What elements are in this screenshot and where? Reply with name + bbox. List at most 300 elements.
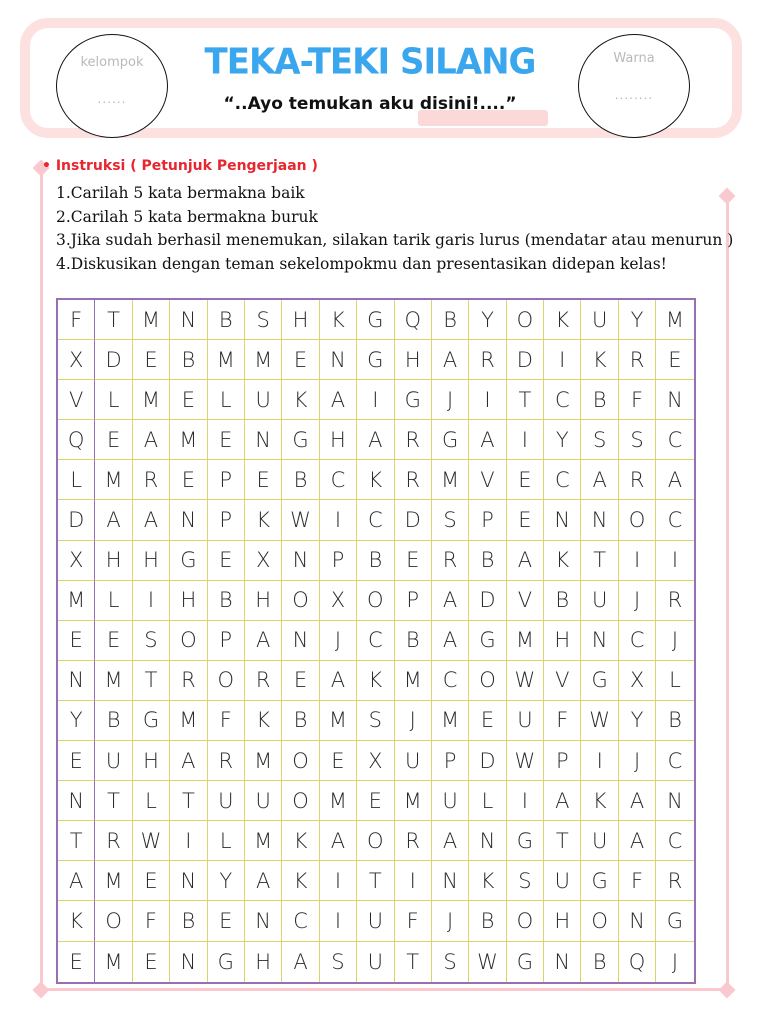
grid-cell[interactable]: C bbox=[656, 741, 693, 781]
grid-cell[interactable]: F bbox=[58, 300, 95, 340]
grid-cell[interactable]: E bbox=[58, 621, 95, 661]
grid-cell[interactable]: N bbox=[581, 500, 618, 540]
grid-cell[interactable]: M bbox=[395, 661, 432, 701]
grid-cell[interactable]: H bbox=[320, 420, 357, 460]
grid-cell[interactable]: L bbox=[95, 581, 132, 621]
grid-cell[interactable]: I bbox=[507, 781, 544, 821]
grid-cell[interactable]: T bbox=[95, 781, 132, 821]
grid-cell[interactable]: M bbox=[95, 460, 132, 500]
grid-cell[interactable]: U bbox=[507, 701, 544, 741]
grid-cell[interactable]: N bbox=[58, 661, 95, 701]
grid-cell[interactable]: N bbox=[544, 942, 581, 982]
grid-cell[interactable]: J bbox=[671, 949, 679, 974]
grid-cell[interactable]: L bbox=[656, 661, 693, 701]
grid-cell[interactable]: U bbox=[581, 300, 618, 340]
grid-cell[interactable]: R bbox=[208, 741, 245, 781]
grid-cell[interactable]: H bbox=[170, 581, 207, 621]
grid-cell[interactable]: N bbox=[245, 420, 282, 460]
grid-cell[interactable]: N bbox=[469, 821, 506, 861]
grid-cell[interactable]: O bbox=[581, 901, 618, 941]
grid-cell[interactable]: V bbox=[58, 380, 95, 420]
grid-cell[interactable]: P bbox=[544, 741, 581, 781]
grid-cell[interactable]: E bbox=[282, 661, 319, 701]
grid-cell[interactable]: V bbox=[507, 581, 544, 621]
grid-cell[interactable]: A bbox=[245, 621, 282, 661]
grid-cell[interactable]: P bbox=[320, 541, 357, 581]
grid-cell[interactable]: Y bbox=[208, 861, 245, 901]
grid-cell[interactable]: A bbox=[432, 581, 469, 621]
grid-cell[interactable]: L bbox=[133, 781, 170, 821]
grid-cell[interactable]: K bbox=[581, 781, 618, 821]
grid-cell[interactable]: C bbox=[619, 621, 656, 661]
grid-cell[interactable]: R bbox=[395, 821, 432, 861]
grid-cell[interactable]: B bbox=[208, 581, 245, 621]
grid-cell[interactable]: E bbox=[95, 621, 132, 661]
grid-cell[interactable]: I bbox=[544, 340, 581, 380]
grid-cell[interactable]: O bbox=[208, 661, 245, 701]
grid-cell[interactable]: E bbox=[208, 541, 245, 581]
grid-cell[interactable]: K bbox=[58, 901, 95, 941]
grid-cell[interactable]: S bbox=[581, 420, 618, 460]
grid-cell[interactable]: W bbox=[133, 821, 170, 861]
grid-cell[interactable]: V bbox=[544, 661, 581, 701]
grid-cell[interactable]: M bbox=[95, 861, 132, 901]
grid-cell[interactable]: G bbox=[208, 942, 245, 982]
grid-cell[interactable]: G bbox=[133, 701, 170, 741]
grid-cell[interactable]: B bbox=[544, 581, 581, 621]
grid-cell[interactable]: E bbox=[170, 380, 207, 420]
grid-cell[interactable]: X bbox=[619, 661, 656, 701]
grid-cell[interactable]: T bbox=[395, 942, 432, 982]
instruction-item: 2.Carilah 5 kata bermakna buruk bbox=[56, 207, 318, 226]
grid-cell[interactable]: Q bbox=[395, 300, 432, 340]
grid-cell[interactable]: G bbox=[507, 821, 544, 861]
grid-cell[interactable]: J bbox=[656, 621, 693, 661]
grid-cell[interactable]: J bbox=[432, 380, 469, 420]
grid-cell[interactable]: N bbox=[432, 861, 469, 901]
grid-cell[interactable]: U bbox=[245, 380, 282, 420]
grid-cell[interactable]: S bbox=[507, 861, 544, 901]
grid-cell[interactable]: G bbox=[656, 901, 693, 941]
grid-cell[interactable]: H bbox=[544, 621, 581, 661]
grid-cell[interactable]: A bbox=[95, 500, 132, 540]
grid-cell[interactable]: E bbox=[245, 460, 282, 500]
grid-cell[interactable]: A bbox=[170, 741, 207, 781]
grid-cell[interactable]: R bbox=[656, 581, 693, 621]
grid-cell[interactable]: K bbox=[282, 821, 319, 861]
grid-cell[interactable]: B bbox=[282, 701, 319, 741]
grid-cell[interactable]: S bbox=[432, 500, 469, 540]
page-subtitle: “..Ayo temukan aku disini!....” bbox=[223, 94, 517, 114]
grid-cell[interactable]: B bbox=[469, 541, 506, 581]
grid-cell[interactable]: J bbox=[395, 701, 432, 741]
grid-cell[interactable]: A bbox=[469, 420, 506, 460]
grid-cell[interactable]: U bbox=[245, 781, 282, 821]
grid-cell[interactable]: N bbox=[282, 621, 319, 661]
grid-cell[interactable]: G bbox=[357, 300, 394, 340]
grid-cell[interactable]: O bbox=[282, 781, 319, 821]
grid-cell[interactable]: G bbox=[395, 380, 432, 420]
grid-cell[interactable]: N bbox=[320, 340, 357, 380]
grid-cell[interactable]: P bbox=[208, 621, 245, 661]
grid-cell[interactable]: H bbox=[395, 340, 432, 380]
grid-cell[interactable]: B bbox=[581, 942, 618, 982]
grid-cell[interactable]: E bbox=[58, 942, 95, 982]
grid-cell[interactable]: I bbox=[320, 901, 357, 941]
grid-cell[interactable]: E bbox=[320, 741, 357, 781]
grid-cell[interactable]: X bbox=[320, 581, 357, 621]
grid-cell[interactable]: S bbox=[619, 420, 656, 460]
grid-cell[interactable]: C bbox=[656, 420, 693, 460]
grid-cell[interactable]: H bbox=[133, 741, 170, 781]
grid-cell[interactable]: R bbox=[469, 340, 506, 380]
grid-cell[interactable]: M bbox=[170, 701, 207, 741]
grid-cell[interactable]: B bbox=[469, 901, 506, 941]
grid-cell[interactable]: N bbox=[581, 621, 618, 661]
grid-cell[interactable]: J bbox=[432, 901, 469, 941]
left-border-line bbox=[40, 170, 43, 990]
grid-cell[interactable]: U bbox=[395, 741, 432, 781]
grid-cell[interactable]: U bbox=[544, 861, 581, 901]
grid-cell[interactable]: N bbox=[245, 901, 282, 941]
grid-cell[interactable]: T bbox=[170, 781, 207, 821]
grid-cell[interactable]: K bbox=[320, 300, 357, 340]
grid-cell[interactable]: H bbox=[544, 901, 581, 941]
grid-cell[interactable]: M bbox=[320, 701, 357, 741]
grid-cell[interactable]: E bbox=[357, 781, 394, 821]
grid-cell[interactable]: B bbox=[656, 701, 693, 741]
page-title: TEKA-TEKI SILANG bbox=[204, 41, 536, 83]
grid-cell[interactable]: T bbox=[133, 661, 170, 701]
grid-cell[interactable]: E bbox=[133, 942, 170, 982]
grid-cell[interactable]: S bbox=[432, 942, 469, 982]
grid-cell[interactable]: M bbox=[507, 621, 544, 661]
grid-cell[interactable]: S bbox=[245, 300, 282, 340]
grid-cell[interactable]: K bbox=[245, 500, 282, 540]
grid-cell[interactable]: A bbox=[656, 460, 693, 500]
grid-cell[interactable]: B bbox=[170, 901, 207, 941]
grid-cell[interactable]: I bbox=[133, 581, 170, 621]
grid-cell[interactable]: F bbox=[208, 701, 245, 741]
grid-cell[interactable]: Y bbox=[619, 701, 656, 741]
grid-cell[interactable]: K bbox=[544, 300, 581, 340]
grid-cell[interactable]: I bbox=[320, 500, 357, 540]
grid-cell[interactable]: I bbox=[320, 861, 357, 901]
grid-cell[interactable]: G bbox=[581, 661, 618, 701]
grid-cell[interactable]: M bbox=[58, 581, 95, 621]
grid-cell[interactable]: P bbox=[395, 581, 432, 621]
grid-cell[interactable]: S bbox=[357, 701, 394, 741]
grid-cell[interactable]: G bbox=[170, 541, 207, 581]
grid-cell[interactable]: U bbox=[432, 781, 469, 821]
grid-cell[interactable]: Q bbox=[58, 420, 95, 460]
grid-cell[interactable]: R bbox=[170, 661, 207, 701]
grid-cell[interactable]: O bbox=[507, 300, 544, 340]
grid-cell[interactable]: M bbox=[245, 821, 282, 861]
grid-cell[interactable]: E bbox=[208, 420, 245, 460]
grid-cell[interactable]: P bbox=[208, 500, 245, 540]
grid-cell[interactable]: T bbox=[581, 541, 618, 581]
grid-cell[interactable]: H bbox=[245, 942, 282, 982]
grid-cell[interactable]: H bbox=[245, 581, 282, 621]
grid-cell[interactable]: I bbox=[469, 380, 506, 420]
grid-cell[interactable]: S bbox=[133, 621, 170, 661]
grid-cell[interactable]: I bbox=[170, 821, 207, 861]
grid-cell[interactable]: M bbox=[432, 460, 469, 500]
grid-cell[interactable]: B bbox=[432, 300, 469, 340]
grid-cell[interactable]: Y bbox=[58, 701, 95, 741]
grid-cell[interactable]: C bbox=[357, 500, 394, 540]
grid-cell[interactable]: O bbox=[357, 581, 394, 621]
grid-cell[interactable]: R bbox=[619, 460, 656, 500]
grid-cell[interactable]: B bbox=[95, 701, 132, 741]
grid-cell[interactable]: G bbox=[507, 942, 544, 982]
grid-cell[interactable]: T bbox=[58, 821, 95, 861]
grid-cell[interactable]: A bbox=[357, 420, 394, 460]
grid-cell[interactable]: K bbox=[581, 340, 618, 380]
group-circle bbox=[56, 34, 168, 138]
grid-cell[interactable]: K bbox=[357, 460, 394, 500]
grid-cell[interactable]: A bbox=[507, 541, 544, 581]
grid-cell[interactable]: W bbox=[469, 942, 506, 982]
grid-cell[interactable]: O bbox=[357, 821, 394, 861]
grid-cell[interactable]: E bbox=[395, 541, 432, 581]
grid-cell[interactable]: G bbox=[581, 861, 618, 901]
grid-cell[interactable]: A bbox=[432, 621, 469, 661]
grid-cell[interactable]: H bbox=[95, 541, 132, 581]
grid-cell[interactable]: B bbox=[282, 460, 319, 500]
grid-cell[interactable]: U bbox=[95, 741, 132, 781]
grid-cell[interactable]: A bbox=[320, 661, 357, 701]
grid-cell[interactable]: K bbox=[544, 541, 581, 581]
grid-cell[interactable]: J bbox=[320, 621, 357, 661]
grid-cell[interactable]: V bbox=[469, 460, 506, 500]
grid-cell[interactable]: L bbox=[469, 781, 506, 821]
grid-cell[interactable]: R bbox=[656, 861, 693, 901]
grid-cell[interactable]: B bbox=[170, 340, 207, 380]
word-search-grid bbox=[56, 298, 696, 984]
grid-cell[interactable]: F bbox=[619, 861, 656, 901]
grid-cell[interactable]: N bbox=[656, 781, 693, 821]
grid-cell[interactable]: M bbox=[133, 300, 170, 340]
grid-cell[interactable]: R bbox=[133, 460, 170, 500]
grid-cell[interactable]: C bbox=[656, 500, 693, 540]
grid-cell[interactable]: E bbox=[507, 460, 544, 500]
grid-cell[interactable]: U bbox=[357, 942, 394, 982]
grid-cell[interactable]: T bbox=[357, 861, 394, 901]
grid-cell[interactable]: O bbox=[282, 581, 319, 621]
grid-cell[interactable]: S bbox=[320, 942, 357, 982]
grid-cell[interactable]: J bbox=[619, 581, 656, 621]
grid-cell[interactable]: I bbox=[656, 541, 693, 581]
grid-cell[interactable]: O bbox=[619, 500, 656, 540]
grid-cell[interactable]: C bbox=[432, 661, 469, 701]
grid-cell[interactable]: P bbox=[208, 460, 245, 500]
grid-cell[interactable]: O bbox=[282, 741, 319, 781]
grid-cell[interactable]: C bbox=[320, 460, 357, 500]
grid-cell[interactable]: H bbox=[282, 300, 319, 340]
grid-cell[interactable]: U bbox=[581, 581, 618, 621]
grid-cell[interactable]: L bbox=[95, 380, 132, 420]
grid-cell[interactable]: Y bbox=[619, 300, 656, 340]
grid-cell[interactable]: A bbox=[544, 781, 581, 821]
grid-cell[interactable]: A bbox=[245, 861, 282, 901]
grid-cell[interactable]: C bbox=[282, 901, 319, 941]
grid-cell[interactable]: F bbox=[133, 901, 170, 941]
grid-cell[interactable]: L bbox=[208, 821, 245, 861]
grid-cell[interactable]: T bbox=[544, 821, 581, 861]
grid-cell[interactable]: N bbox=[656, 380, 693, 420]
grid-cell[interactable]: N bbox=[58, 781, 95, 821]
grid-cell[interactable]: G bbox=[282, 420, 319, 460]
group-label: kelompok bbox=[80, 55, 144, 70]
grid-cell[interactable]: N bbox=[282, 541, 319, 581]
grid-cell[interactable]: I bbox=[357, 380, 394, 420]
grid-cell[interactable]: O bbox=[95, 901, 132, 941]
grid-cell[interactable]: E bbox=[133, 861, 170, 901]
grid-cell[interactable]: B bbox=[208, 300, 245, 340]
grid-cell[interactable]: E bbox=[656, 340, 693, 380]
grid-cell[interactable]: M bbox=[432, 701, 469, 741]
grid-cell[interactable]: K bbox=[282, 380, 319, 420]
grid-cell[interactable]: A bbox=[320, 821, 357, 861]
grid-cell[interactable]: X bbox=[357, 741, 394, 781]
grid-cell[interactable]: Q bbox=[619, 942, 656, 982]
grid-cell[interactable]: G bbox=[357, 340, 394, 380]
grid-cell[interactable]: K bbox=[469, 861, 506, 901]
grid-cell[interactable]: E bbox=[208, 901, 245, 941]
grid-cell[interactable]: A bbox=[581, 460, 618, 500]
grid-cell[interactable]: E bbox=[95, 420, 132, 460]
grid-cell[interactable]: I bbox=[619, 541, 656, 581]
grid-cell[interactable]: C bbox=[656, 821, 693, 861]
grid-cell[interactable]: H bbox=[133, 541, 170, 581]
grid-cell[interactable]: F bbox=[619, 380, 656, 420]
grid-cell[interactable]: W bbox=[581, 701, 618, 741]
grid-cell[interactable]: P bbox=[432, 741, 469, 781]
instructions-list bbox=[56, 184, 733, 278]
grid-cell[interactable]: B bbox=[395, 621, 432, 661]
grid-cell[interactable]: R bbox=[432, 541, 469, 581]
grid-cell[interactable]: A bbox=[432, 821, 469, 861]
grid-cell[interactable]: D bbox=[469, 741, 506, 781]
grid-cell[interactable]: M bbox=[245, 741, 282, 781]
grid-cell[interactable]: I bbox=[395, 861, 432, 901]
grid-cell[interactable]: E bbox=[170, 460, 207, 500]
grid-cell[interactable]: R bbox=[395, 460, 432, 500]
grid-cell[interactable]: J bbox=[619, 741, 656, 781]
grid-cell[interactable]: C bbox=[544, 380, 581, 420]
grid-cell[interactable]: A bbox=[619, 781, 656, 821]
grid-cell[interactable]: Y bbox=[469, 300, 506, 340]
grid-cell[interactable]: R bbox=[245, 661, 282, 701]
grid-cell[interactable]: W bbox=[282, 500, 319, 540]
grid-cell[interactable]: P bbox=[469, 500, 506, 540]
grid-cell[interactable]: M bbox=[245, 340, 282, 380]
grid-cell[interactable]: W bbox=[507, 741, 544, 781]
grid-cell[interactable]: K bbox=[282, 861, 319, 901]
grid-cell[interactable]: M bbox=[395, 781, 432, 821]
grid-cell[interactable]: C bbox=[357, 621, 394, 661]
color-circle bbox=[578, 34, 690, 138]
grid-cell[interactable]: B bbox=[357, 541, 394, 581]
grid-cell[interactable]: N bbox=[170, 300, 207, 340]
grid-cell[interactable]: E bbox=[282, 340, 319, 380]
grid-cell[interactable]: A bbox=[320, 380, 357, 420]
grid-cell[interactable]: T bbox=[507, 380, 544, 420]
grid-cell[interactable]: A bbox=[432, 340, 469, 380]
grid-cell[interactable]: K bbox=[245, 701, 282, 741]
grid-cell[interactable]: U bbox=[357, 901, 394, 941]
grid-cell[interactable]: D bbox=[507, 340, 544, 380]
grid-cell[interactable]: M bbox=[320, 781, 357, 821]
grid-cell[interactable]: A bbox=[58, 861, 95, 901]
grid-cell[interactable]: Y bbox=[544, 420, 581, 460]
grid-cell[interactable]: F bbox=[395, 901, 432, 941]
grid-cell[interactable]: C bbox=[544, 460, 581, 500]
grid-cell[interactable]: O bbox=[507, 901, 544, 941]
grid-cell[interactable]: G bbox=[432, 420, 469, 460]
grid-cell[interactable]: K bbox=[357, 661, 394, 701]
grid-cell[interactable]: D bbox=[58, 500, 95, 540]
grid-cell[interactable]: O bbox=[170, 621, 207, 661]
grid-cell[interactable]: M bbox=[656, 300, 693, 340]
grid-cell[interactable]: I bbox=[507, 420, 544, 460]
grid-cell[interactable]: W bbox=[507, 661, 544, 701]
grid-cell[interactable]: B bbox=[581, 380, 618, 420]
grid-cell[interactable]: M bbox=[95, 942, 132, 982]
grid-cell[interactable]: X bbox=[245, 541, 282, 581]
color-label: Warna bbox=[613, 51, 655, 66]
bottom-border-line bbox=[40, 988, 728, 991]
grid-cell[interactable]: G bbox=[469, 621, 506, 661]
grid-cell[interactable]: M bbox=[95, 661, 132, 701]
grid-cell[interactable]: N bbox=[544, 500, 581, 540]
grid-cell[interactable]: E bbox=[133, 340, 170, 380]
grid-cell[interactable]: N bbox=[619, 901, 656, 941]
grid-cell[interactable]: X bbox=[58, 340, 95, 380]
grid-cell[interactable]: M bbox=[170, 420, 207, 460]
grid-cell[interactable]: N bbox=[170, 500, 207, 540]
grid-cell[interactable]: U bbox=[581, 821, 618, 861]
grid-cell[interactable]: I bbox=[581, 741, 618, 781]
grid-cell[interactable]: T bbox=[95, 300, 132, 340]
grid-cell[interactable]: A bbox=[133, 500, 170, 540]
grid-cell[interactable]: D bbox=[469, 581, 506, 621]
grid-cell[interactable]: U bbox=[208, 781, 245, 821]
grid-cell[interactable]: D bbox=[395, 500, 432, 540]
grid-cell[interactable]: A bbox=[133, 420, 170, 460]
grid-cell[interactable]: R bbox=[95, 821, 132, 861]
grid-cell[interactable]: L bbox=[58, 460, 95, 500]
grid-cell[interactable]: N bbox=[170, 861, 207, 901]
grid-cell[interactable]: N bbox=[170, 942, 207, 982]
grid-cell[interactable]: E bbox=[469, 701, 506, 741]
grid-cell[interactable]: A bbox=[282, 942, 319, 982]
grid-cell[interactable]: E bbox=[507, 500, 544, 540]
grid-cell[interactable]: D bbox=[95, 340, 132, 380]
grid-cell[interactable]: X bbox=[58, 541, 95, 581]
grid-cell[interactable]: O bbox=[469, 661, 506, 701]
grid-cell[interactable]: L bbox=[208, 380, 245, 420]
grid-cell[interactable]: R bbox=[395, 420, 432, 460]
grid-cell[interactable]: E bbox=[58, 741, 95, 781]
grid-cell[interactable]: A bbox=[619, 821, 656, 861]
grid-cell[interactable]: M bbox=[208, 340, 245, 380]
grid-cell[interactable]: M bbox=[133, 380, 170, 420]
grid-cell[interactable]: R bbox=[619, 340, 656, 380]
grid-cell[interactable]: F bbox=[544, 701, 581, 741]
